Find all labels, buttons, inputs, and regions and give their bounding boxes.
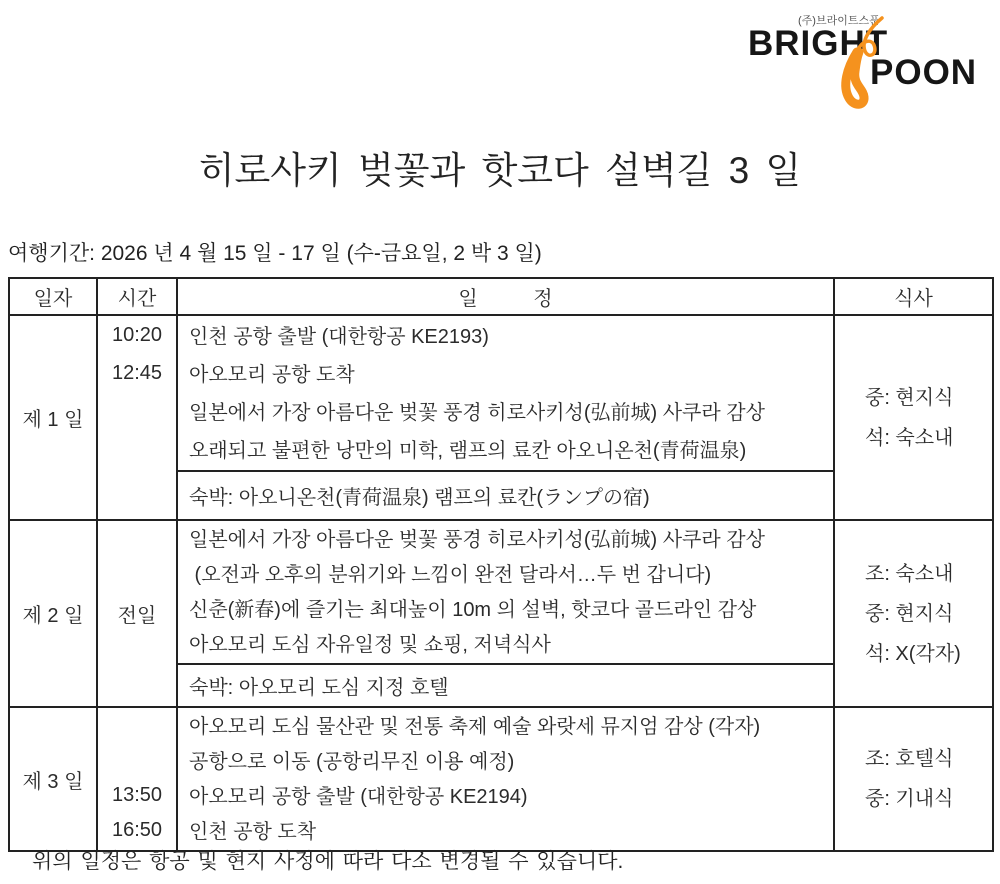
table-header-row xyxy=(9,278,993,315)
day2-times: 전일 xyxy=(97,520,177,707)
header-meals: 식사 xyxy=(834,278,993,315)
header-schedule: 일 정 xyxy=(177,278,834,315)
day1-label: 제 1 일 xyxy=(9,315,97,520)
meal-line: 조: 호텔식 xyxy=(865,748,954,770)
day1-schedule xyxy=(177,315,834,471)
schedule-line: 공항으로 이동 (공항리무진 이용 예정) xyxy=(189,751,515,773)
logo-word-bright: BRIGHT xyxy=(748,24,889,63)
spoon-icon xyxy=(836,14,888,115)
schedule-line: 아오모리 도심 물산관 및 전통 축제 예술 와랏세 뮤지엄 감상 (각자) xyxy=(189,716,761,738)
day3-time-1 xyxy=(98,708,176,743)
table-row-day1 xyxy=(9,315,993,471)
meal-line: 석: X(각자) xyxy=(865,642,961,665)
header-time: 시간 xyxy=(97,278,177,315)
day3-schedule xyxy=(177,707,834,851)
day1-lodging: 숙박: 아오니온천(青荷温泉) 램프의 료칸(ランプの宿) xyxy=(177,471,834,520)
schedule-line: 아오모리 도심 자유일정 및 쇼핑, 저녁식사 xyxy=(189,634,551,656)
schedule-line: 일본에서 가장 아름다운 벚꽃 풍경 히로사키성(弘前城) 사쿠라 감상 xyxy=(189,529,765,551)
meal-line: 석: 숙소내 xyxy=(865,426,954,449)
schedule-line: 아오모리 공항 출발 (대한항공 KE2194) xyxy=(189,786,528,808)
page-title: 히로사키 벚꽃과 핫코다 설벽길 3 일 xyxy=(198,150,802,191)
meal-line: 중: 현지식 xyxy=(865,602,954,625)
table-row-day3 xyxy=(9,707,993,851)
footer-note: 위의 일정은 항공 및 현지 사정에 따라 다소 변경될 수 있습니다. xyxy=(32,850,624,873)
schedule-line: (오전과 오후의 분위기와 느낌이 완전 달라서…두 번 갑니다) xyxy=(189,564,712,586)
day1-time-1: 10:20 xyxy=(111,324,163,346)
schedule-line: 인천 공항 도착 xyxy=(189,821,317,843)
travel-period: 여행기간: 2026 년 4 월 15 일 - 17 일 (수-금요일, 2 박 3 일) xyxy=(8,242,542,265)
company-name-small: (주)브라이트스푼 xyxy=(798,15,880,27)
meal-line: 중: 현지식 xyxy=(865,386,954,409)
day2-lodging: 숙박: 아오모리 도심 지정 호텔 xyxy=(177,664,834,707)
schedule-line: 인천 공항 출발 (대한항공 KE2193) xyxy=(189,326,489,348)
day3-time-2 xyxy=(98,743,176,778)
day3-meals xyxy=(834,707,993,851)
day3-time-4: 16:50 xyxy=(111,819,163,841)
day1-meals xyxy=(834,315,993,520)
day3-times xyxy=(97,707,177,851)
itinerary-table xyxy=(8,277,994,852)
day1-time-2: 12:45 xyxy=(111,362,163,384)
schedule-line: 오래되고 불편한 낭만의 미학, 램프의 료칸 아오니온천(青荷温泉) xyxy=(189,440,747,462)
schedule-line: 아오모리 공항 도착 xyxy=(189,364,355,386)
day1-times xyxy=(97,315,177,520)
brightspoon-logo xyxy=(748,10,988,102)
header-date: 일자 xyxy=(9,278,97,315)
schedule-line: 일본에서 가장 아름다운 벚꽃 풍경 히로사키성(弘前城) 사쿠라 감상 xyxy=(189,402,765,424)
day2-label: 제 2 일 xyxy=(9,520,97,707)
day3-label: 제 3 일 xyxy=(9,707,97,851)
meal-line: 중: 기내식 xyxy=(865,788,954,810)
table-row-day2 xyxy=(9,520,993,664)
day2-meals xyxy=(834,520,993,707)
logo-word-poon: POON xyxy=(870,53,978,92)
day3-time-3: 13:50 xyxy=(111,784,163,806)
schedule-line: 신춘(新春)에 즐기는 최대높이 10m 의 설벽, 핫코다 골드라인 감상 xyxy=(189,599,757,621)
day2-schedule xyxy=(177,520,834,664)
meal-line: 조: 숙소내 xyxy=(865,562,954,585)
